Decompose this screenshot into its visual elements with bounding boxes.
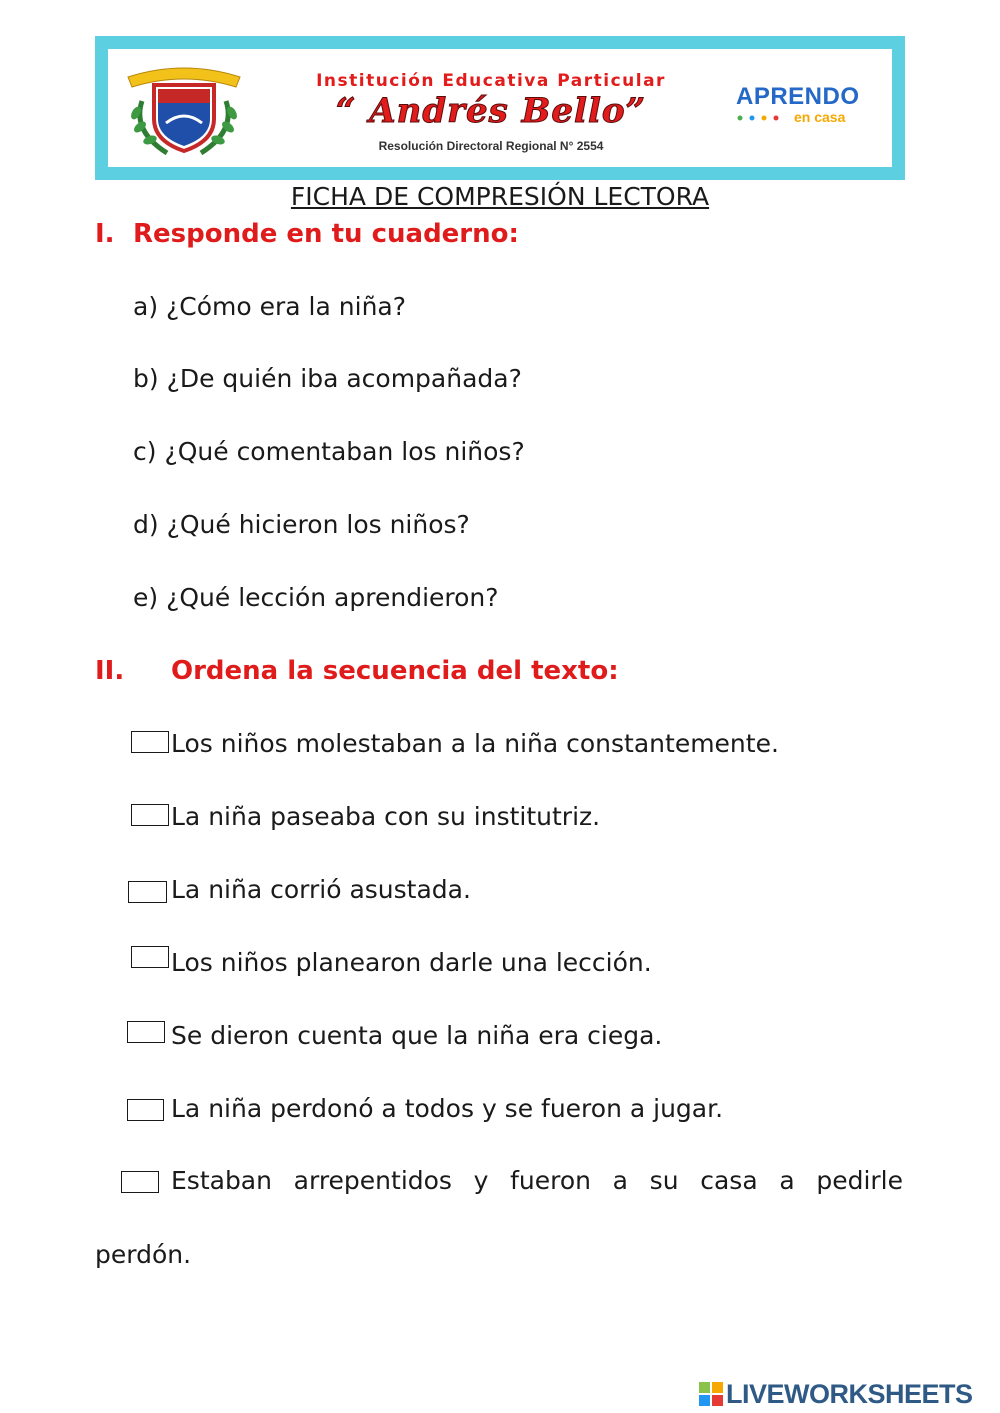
question-d: d) ¿Qué hicieron los niños? — [133, 510, 470, 539]
section-1-title: Responde en tu cuaderno: — [133, 219, 519, 249]
question-b: b) ¿De quién iba acompañada? — [133, 364, 522, 393]
sequence-item-3: La niña corrió asustada. — [171, 875, 471, 904]
section-2-title: Ordena la secuencia del texto: — [171, 656, 619, 686]
liveworksheets-brand — [698, 1378, 973, 1410]
section-2-number: II. — [95, 656, 125, 686]
sequence-item-5: Se dieron cuenta que la niña era ciega. — [171, 1021, 663, 1050]
aprendo-logo-text: APRENDO — [736, 83, 860, 110]
section-2-heading — [95, 656, 619, 686]
question-a: a) ¿Cómo era la niña? — [133, 292, 406, 321]
sequence-item-6: La niña perdonó a todos y se fueron a jugar. — [171, 1094, 724, 1123]
school-crest-icon — [122, 61, 246, 157]
section-1-heading — [95, 219, 519, 249]
sequence-item-7-line2: perdón. — [95, 1240, 192, 1269]
question-e: e) ¿Qué lección aprendieron? — [133, 583, 499, 612]
worksheet-title: FICHA DE COMPRESIÓN LECTORA — [290, 182, 710, 211]
aprendo-dots-icon — [736, 114, 792, 122]
order-box-1[interactable] — [131, 731, 169, 753]
school-name-line2: “ Andrés Bello” — [335, 91, 647, 131]
sequence-item-4: Los niños planearon darle una lección. — [171, 948, 652, 977]
school-resolution: Resolución Directoral Regional N° 2554 — [378, 139, 604, 153]
order-box-6[interactable] — [127, 1099, 164, 1121]
sequence-item-7-line1: Estaban arrepentidos y fueron a su casa a pedirle — [171, 1166, 903, 1195]
liveworksheets-text: LIVEWORKSHEETS — [726, 1378, 973, 1409]
aprendo-sub-text: en casa — [794, 109, 846, 125]
question-c: c) ¿Qué comentaban los niños? — [133, 437, 525, 466]
order-box-3[interactable] — [128, 881, 167, 903]
sequence-item-2: La niña paseaba con su institutriz. — [171, 802, 601, 831]
school-name-line1: Institución Educativa Particular — [316, 71, 666, 91]
liveworksheets-logo-icon — [698, 1381, 724, 1407]
order-box-5[interactable] — [127, 1021, 165, 1043]
order-box-4[interactable] — [131, 946, 169, 968]
section-1-number: I. — [95, 219, 115, 249]
school-header-banner — [95, 36, 905, 180]
sequence-item-1: Los niños molestaban a la niña constantemente. — [171, 729, 779, 758]
order-box-2[interactable] — [131, 804, 169, 826]
order-box-7[interactable] — [121, 1171, 159, 1193]
